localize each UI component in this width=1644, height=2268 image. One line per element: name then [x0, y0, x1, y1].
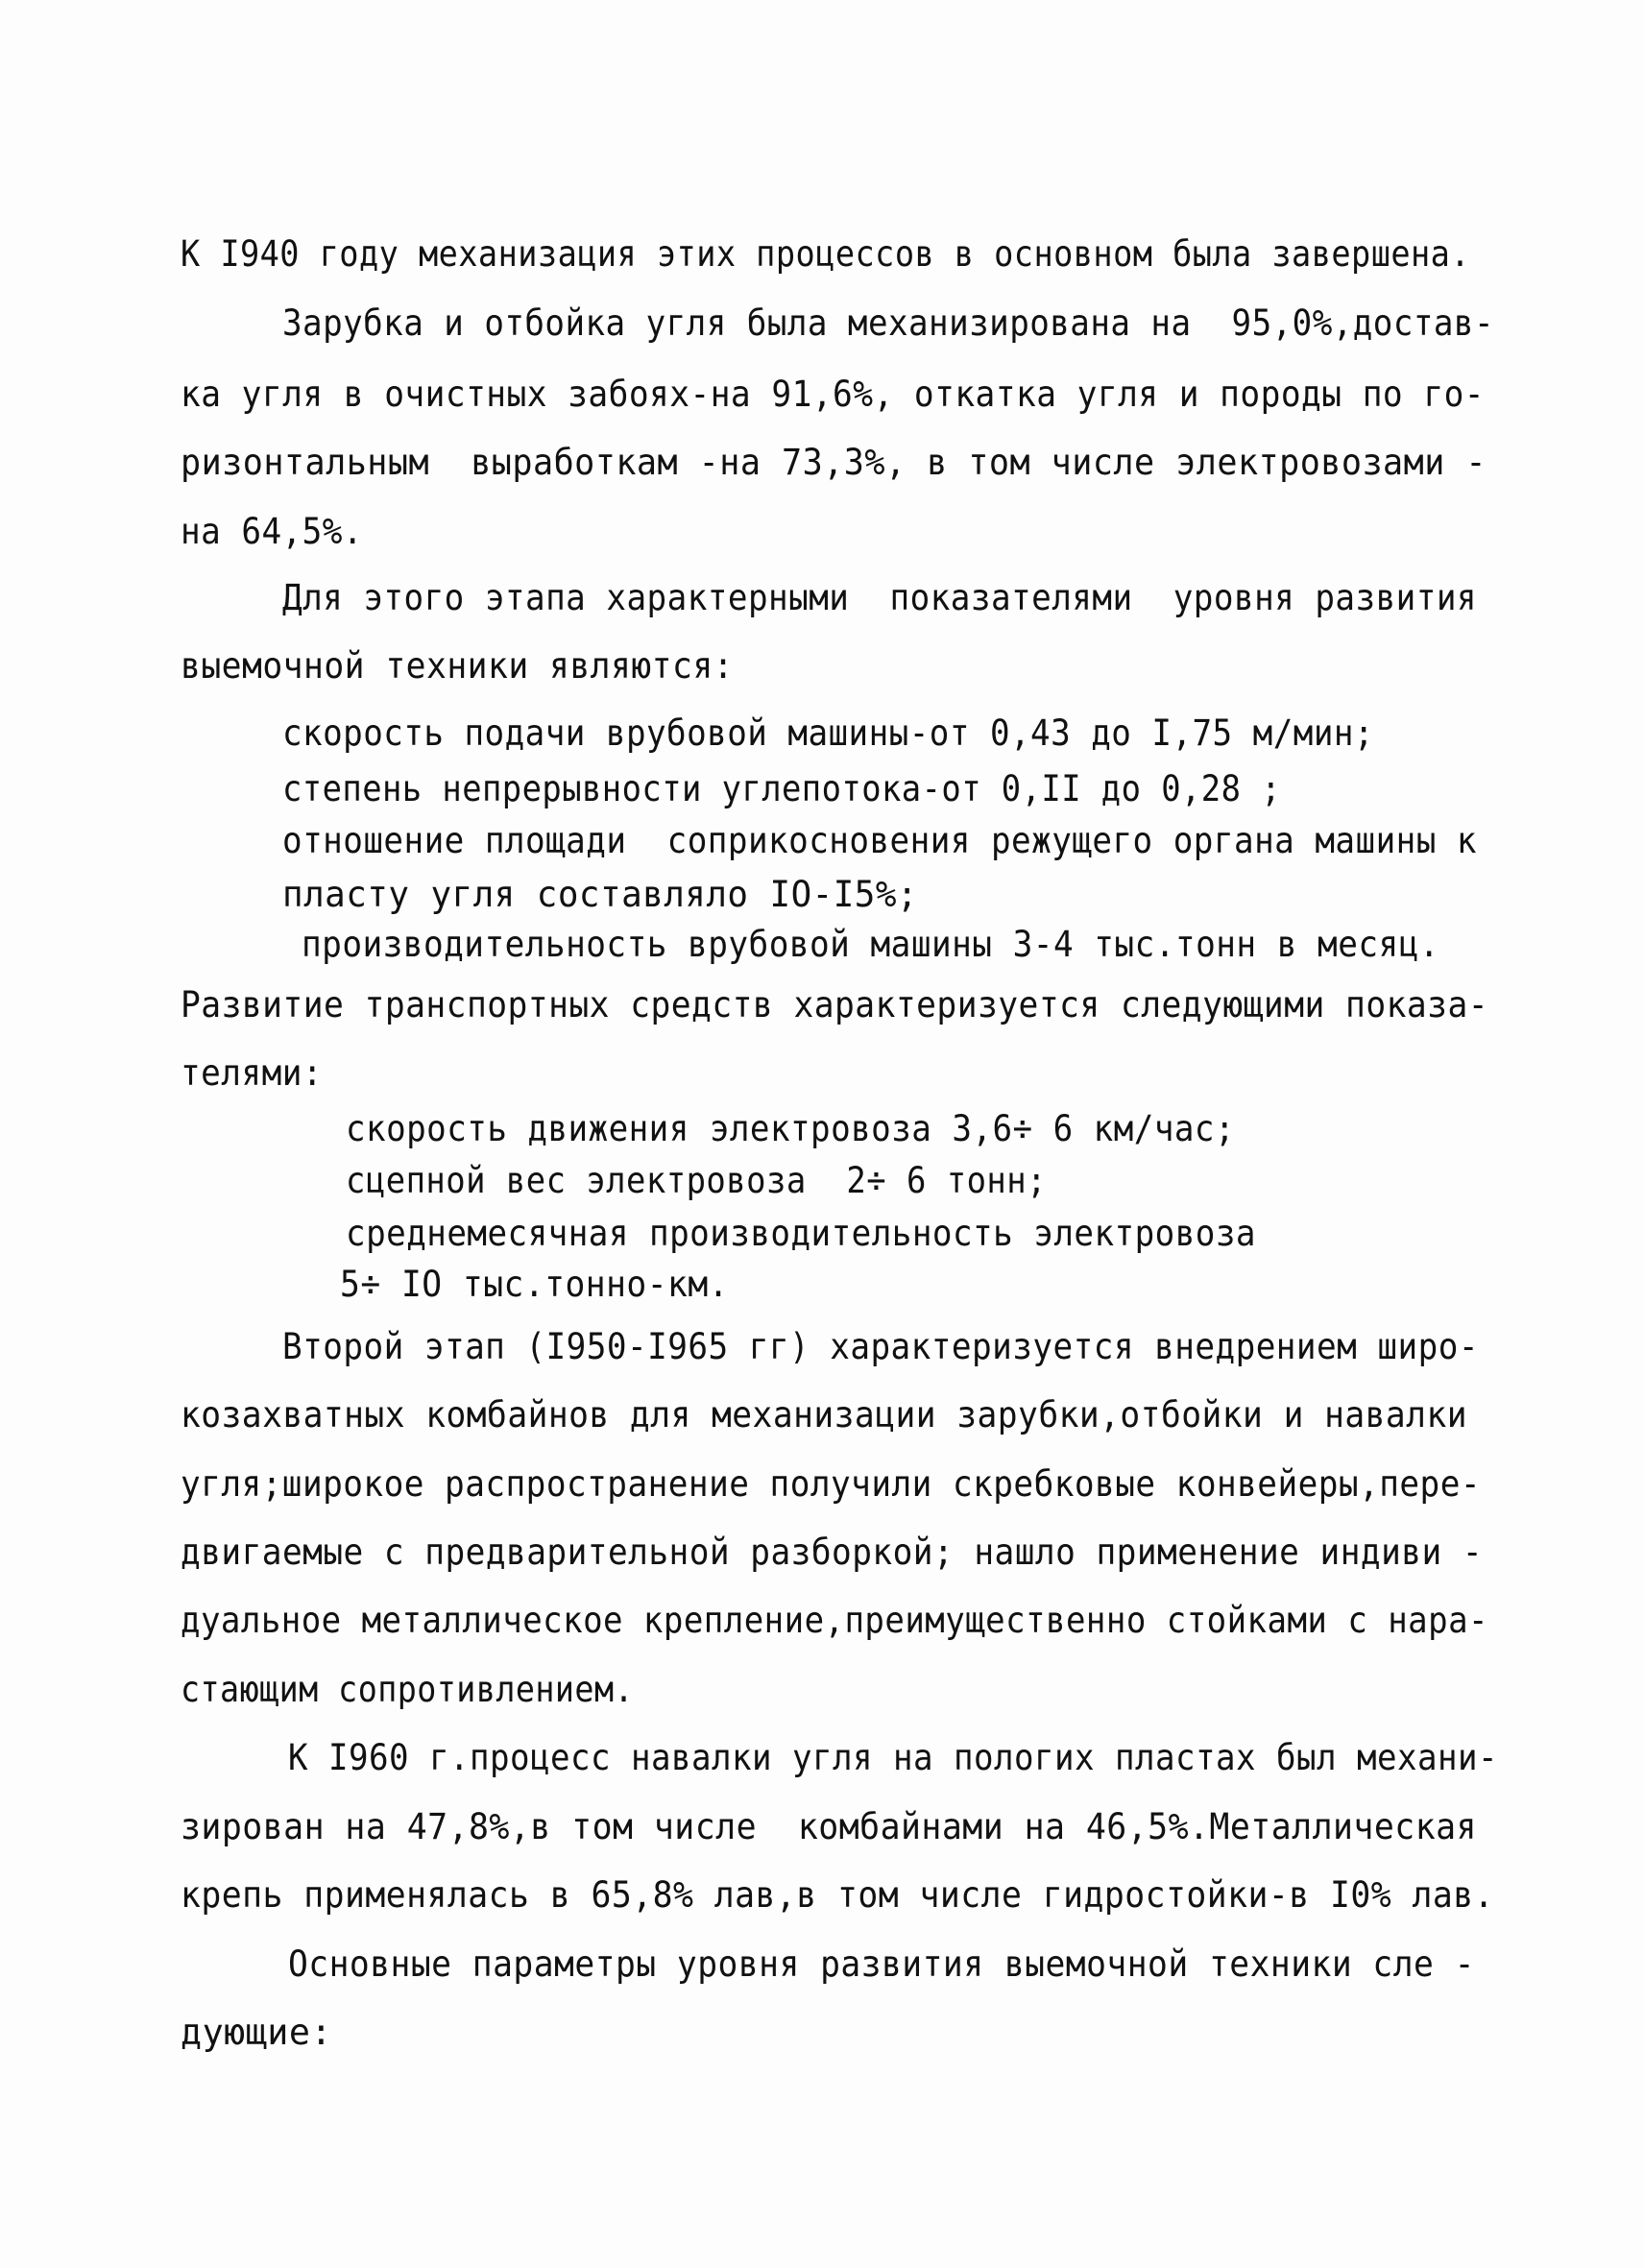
text-line: на 64,5%.	[181, 511, 363, 552]
text-line: козахватных комбайнов для механизации зарубки,отбойки и навалки	[181, 1394, 1467, 1436]
text-line: К I940 году механизация этих процессов в основном была завершена.	[181, 233, 1470, 275]
text-line: отношение площади соприкосновения режущего органа машины к	[282, 820, 1477, 861]
text-line: Зарубка и отбойка угля была механизирована на 95,0%,достав-	[282, 302, 1494, 344]
text-line: Для этого этапа характерными показателями уровня развития	[282, 577, 1477, 618]
text-line: скорость движения электровоза 3,6÷ 6 км/час;	[346, 1108, 1235, 1149]
text-line: среднемесячная производительность электровоза	[346, 1213, 1256, 1254]
text-line: Основные параметры уровня развития выемочной техники сле -	[288, 1943, 1475, 1985]
text-line: ризонтальным выработкам -на 73,3%, в том числе электровозами -	[181, 442, 1487, 483]
text-line: зирован на 47,8%,в том числе комбайнами на 46,5%.Металлическая	[181, 1806, 1477, 1847]
text-line: производительность врубовой машины 3-4 тыс.тонн в месяц.	[302, 924, 1439, 965]
text-line: угля;широкое распространение получили скребковые конвейеры,пере-	[181, 1463, 1481, 1505]
text-line: скорость подачи врубовой машины-от 0,43 до I,75 м/мин;	[282, 712, 1374, 754]
text-line: Второй этап (I950-I965 гг) характеризуется внедрением широ-	[282, 1326, 1479, 1367]
text-line: пласту угля составляло IO-I5%;	[282, 874, 918, 915]
text-line: К I960 г.процесс навалки угля на пологих пластах был механи-	[288, 1737, 1498, 1778]
text-line: крепь применялась в 65,8% лав,в том числе гидростойки-в I0% лав.	[181, 1874, 1494, 1916]
text-line: сцепной вес электровоза 2÷ 6 тонн;	[346, 1160, 1047, 1201]
text-line: ка угля в очистных забоях-на 91,6%, откатка угля и породы по го-	[181, 374, 1485, 415]
text-line: 5÷ IO тыс.тонно-км.	[340, 1264, 729, 1305]
text-line: дуальное металлическое крепление,преимущественно стойками с нара-	[181, 1600, 1488, 1641]
text-line: дующие:	[181, 2012, 332, 2053]
text-line: телями:	[181, 1052, 323, 1094]
text-line: стающим сопротивлением.	[181, 1669, 634, 1710]
text-line: двигаемые с предварительной разборкой; нашло применение индиви -	[181, 1532, 1483, 1573]
text-line: степень непрерывности углепотока-от 0,II до 0,28 ;	[282, 768, 1281, 809]
text-line: Развитие транспортных средств характеризуется следующими показа-	[181, 984, 1488, 1025]
text-line: выемочной техники являются:	[181, 645, 734, 687]
